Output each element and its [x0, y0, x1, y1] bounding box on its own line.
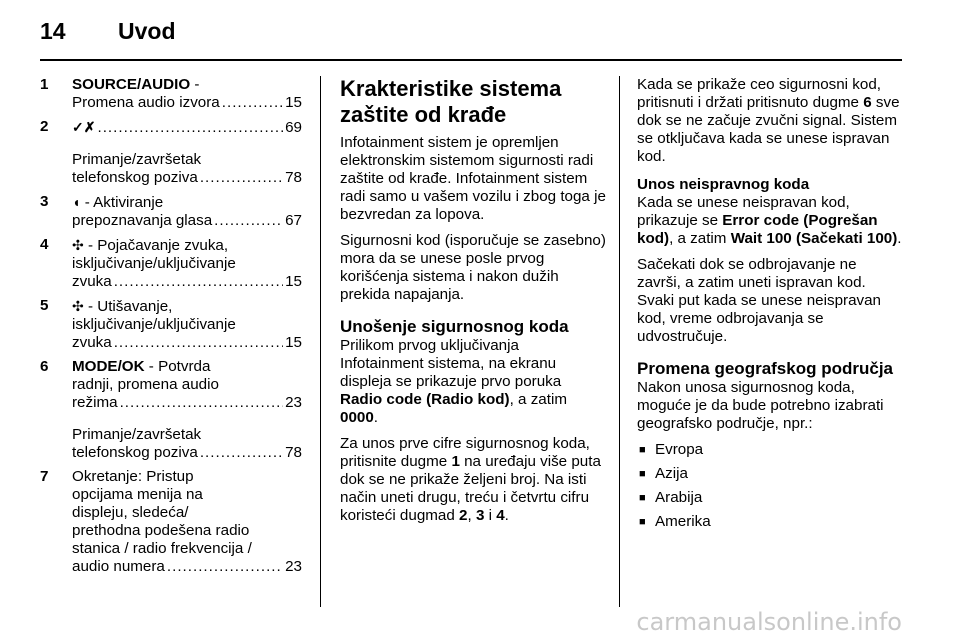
list-item: 7 Okretanje: Pristup opcijama menija na displeju, sledeća/ prethodna podešena radio stanica / radio frekvencija / audio numera ..... 23: [40, 468, 302, 576]
list-item: 2 ✓✗ ..... 69 Primanje/završetak telefonskog poziva ..... 78: [40, 118, 302, 187]
list-item: ■ Arabija: [637, 489, 902, 507]
list-item: ■ Evropa: [637, 441, 902, 459]
phone-accept-reject-icon: ✓✗: [72, 119, 96, 135]
column-divider: [320, 76, 321, 607]
anti-theft-section: [340, 76, 606, 533]
list-item: 4 ✣ - Pojačavanje zvuka, isključivanje/uključivanje zvuka ..... 15: [40, 236, 302, 291]
subsection-heading: Unošenje sigurnosnog koda: [340, 317, 569, 336]
list-item: 5 ✣ - Utišavanje, isključivanje/uključivanje zvuka ..... 15: [40, 297, 302, 352]
subsection-heading: Unos neispravnog koda: [637, 176, 810, 193]
paragraph: Nakon unosa sigurnosnog koda, moguće je da bude potrebno izabrati geografsko područje, npr.:: [637, 379, 884, 432]
list-item: ■ Azija: [637, 465, 902, 483]
list-item: ■ Amerika: [637, 513, 902, 531]
page-number: 14: [40, 18, 66, 44]
paragraph: Sačekati dok se odbrojavanje ne završi, a zatim uneti ispravan kod. Svaki put kada se unese neispravan kod, vreme odbrojavanja se udvostručuje.: [637, 256, 882, 345]
header-divider: [40, 59, 902, 61]
paragraph: Kada se prikaže ceo sigurnosni kod, pritisnuti i držati pritisnuto dugme 6 sve dok se ne začuje zvučni signal. Sistem se otključava kada se unese ispravan kod.: [637, 76, 900, 165]
volume-down-icon: ✣: [72, 298, 84, 314]
paragraph: Za unos prve cifre sigurnosnog koda, pritisnite dugme 1 na uređaju više puta dok se ne prikaže željeni broj. Na isti način uneti drugu, treću i četvrtu cifru koristeći dugmad 2, 3 i 4.: [340, 435, 601, 524]
section-heading: Krakteristike sistema zaštite od krađe: [340, 76, 562, 127]
code-entry-section: [637, 76, 902, 537]
list-item: 3 ◖ - Aktiviranje prepoznavanja glasa ..... 67: [40, 193, 302, 230]
column-divider: [619, 76, 620, 607]
paragraph: Sigurnosni kod (isporučuje se zasebno) mora da se unese posle prvog korišćenja sistema i nakon dužih prekida napajanja.: [340, 232, 606, 303]
subsection-heading: Promena geografskog područja: [637, 359, 893, 378]
paragraph: Kada se unese neispravan kod, prikazuje se Error code (Pogrešan kod), a zatim Wait 100 (Sačekati 100).: [637, 194, 902, 247]
list-item: 1 SOURCE/AUDIO - Promena audio izvora ..... 15: [40, 76, 302, 112]
voice-icon: ◖: [72, 194, 81, 210]
section-title: Uvod: [118, 18, 176, 44]
watermark: carmanualsonline.info: [636, 608, 902, 636]
region-list: [637, 441, 902, 531]
paragraph: Infotainment sistem je opremljen elektronskim sistemom sigurnosti radi zaštite od krađe. Infotainment sistem radi samo u vašem vozilu i zbog toga je bezvredan za lopova.: [340, 134, 606, 223]
volume-up-icon: ✣: [72, 237, 84, 253]
list-item: 6 MODE/OK - Potvrda radnji, promena audio režima ..... 23 Primanje/završetak telefonskog poziva ..... 78: [40, 358, 302, 462]
paragraph: Prilikom prvog uključivanja Infotainment sistema, na ekranu displeja se prikazuje prvo poruka Radio code (Radio kod), a zatim 0000.: [340, 337, 568, 426]
control-list: [40, 76, 302, 582]
